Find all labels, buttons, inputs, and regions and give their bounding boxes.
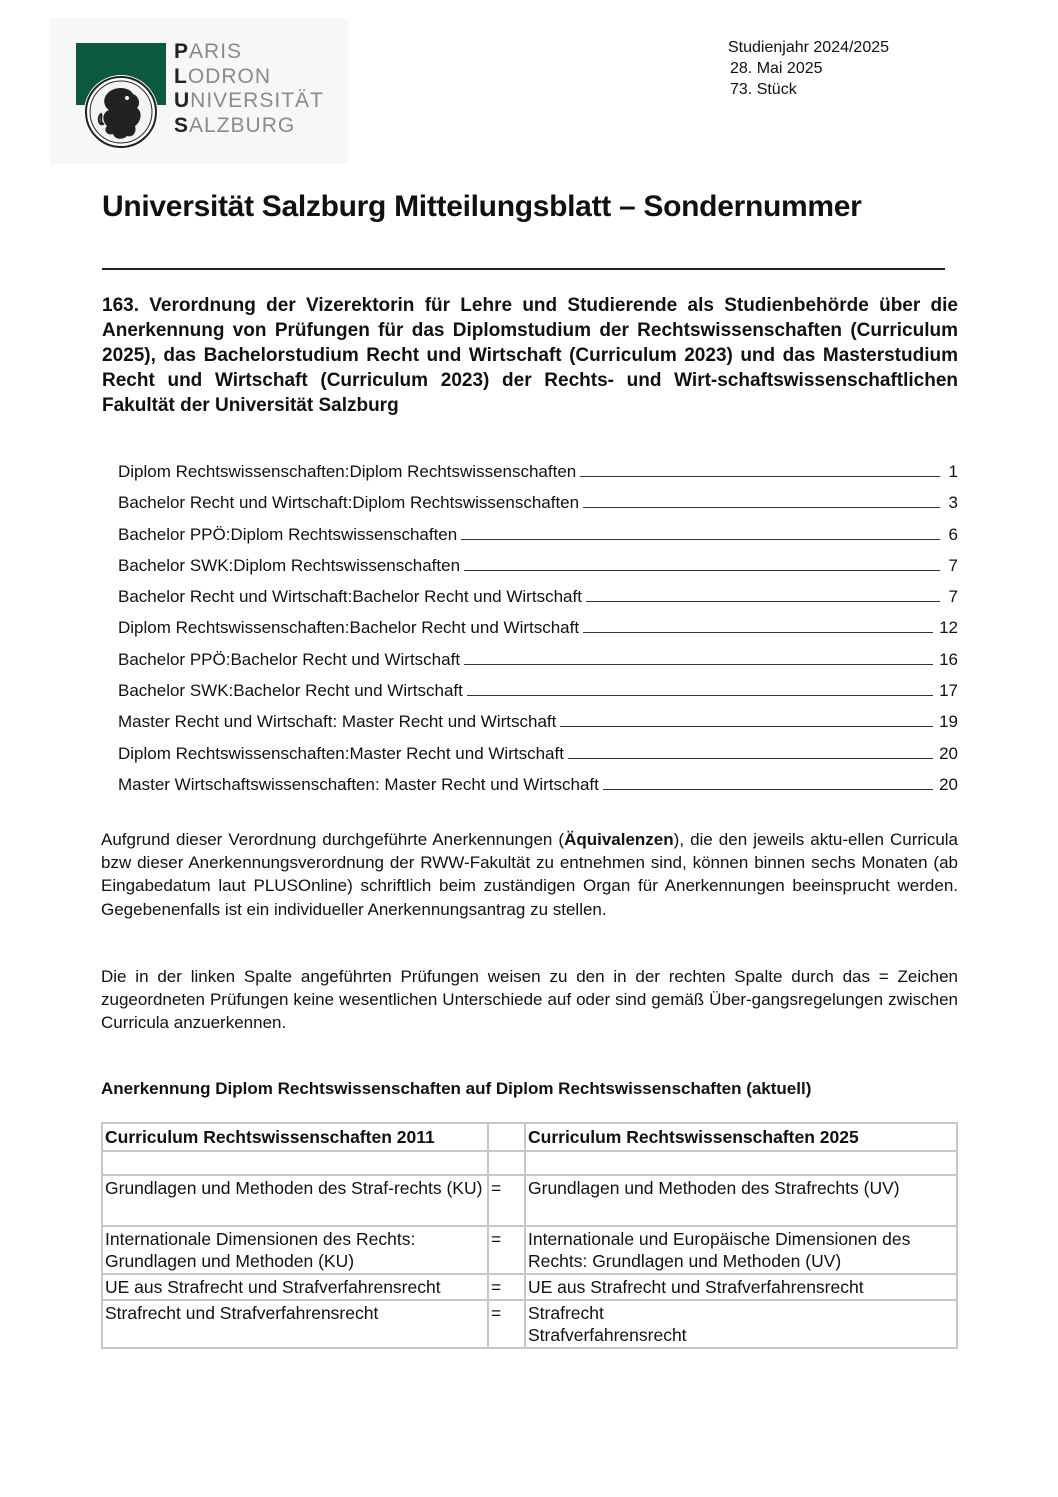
toc-leader [586,587,940,602]
title-divider [102,268,945,270]
toc-entry[interactable]: Master Recht und Wirtschaft: Master Recht und Wirtschaft 19 [118,712,958,732]
objection-paragraph: Aufgrund dieser Verordnung durchgeführte Anerkennungen (Äquivalenzen), die den jeweils aktu-ellen Curricula bzw dieser Anerkennungsverordnung der RWW-Fakultät zu entnehmen sind, können binnen sechs Monaten (ab Eingabedatum laut PLUSOnline) schriftlich beim zuständigen Organ für Anerkennungen beeinsprucht werden. Gegebenenfalls ist ein individueller Anerkennungsantrag zu stellen. [101,830,959,919]
toc-leader [560,712,933,727]
issue-meta [728,37,889,100]
equivalences-term: Äquivalenzen [564,830,674,849]
toc-leader [603,775,933,790]
logo-wordmark: PARIS LODRON UNIVERSITÄT SALZBURG [174,40,324,137]
ordinance-title: 163. Verordnung der Vizerektorin für Lehre und Studierende als Studienbehörde über die Anerkennung von Prüfungen für das Diplomstudium der Rechtswissenschaften (Curriculum 2025), das Bachelorstudium Recht und Wirtschaft (Curriculum 2023) und das Masterstudium Recht und Wirtschaft (Curriculum 2023) der Rechts- und Wirt-schaftswissenschaftlichen Fakultät der Universität Salzburg [102,295,958,416]
toc-entry[interactable]: Bachelor Recht und Wirtschaft:Diplom Rechtswissenschaften 3 [118,493,958,513]
toc-entry[interactable]: Bachelor Recht und Wirtschaft:Bachelor Recht und Wirtschaft 7 [118,587,958,607]
table-row: UE aus Strafrecht und Strafverfahrensrecht = UE aus Strafrecht und Strafverfahrensrecht [102,1274,957,1300]
toc-entry[interactable]: Bachelor SWK:Bachelor Recht und Wirtschaft 17 [118,681,958,701]
table-row: Internationale Dimensionen des Rechts: Grundlagen und Methoden (KU) = Internationale und Europäische Dimensionen des Rechts: Grundlagen und Methoden (UV) [102,1226,957,1274]
toc-leader [464,650,933,665]
table-of-contents [118,462,958,806]
column-header-sign [488,1123,525,1151]
mapping-explanation-paragraph: Die in der linken Spalte angeführten Prüfungen weisen zu den in der rechten Spalte durch das = Zeichen zugeordneten Prüfungen keine wesentlichen Unterschiede auf oder sind gemäß Über-gangsregelungen zwischen Curricula anzuerkennen. [101,967,958,1033]
table-row [102,1151,957,1175]
column-header-2011: Curriculum Rechtswissenschaften 2011 [102,1123,488,1151]
toc-leader [467,681,933,696]
issue-number: 73. Stück [730,81,797,98]
toc-entry[interactable]: Master Wirtschaftswissenschaften: Master Recht und Wirtschaft 20 [118,774,958,794]
academic-year: Studienjahr 2024/2025 [728,39,890,56]
issue-date: 28. Mai 2025 [730,60,823,77]
toc-leader [583,618,933,633]
section-heading: Anerkennung Diplom Rechtswissenschaften auf Diplom Rechtswissenschaften (aktuell) [101,1079,812,1098]
column-header-2025: Curriculum Rechtswissenschaften 2025 [525,1123,957,1151]
toc-entry[interactable]: Bachelor PPÖ:Bachelor Recht und Wirtschaft 16 [118,649,958,669]
toc-leader [568,744,933,759]
equivalence-table [101,1122,958,1349]
toc-entry[interactable]: Diplom Rechtswissenschaften:Bachelor Recht und Wirtschaft 12 [118,618,958,638]
toc-entry[interactable]: Bachelor PPÖ:Diplom Rechtswissenschaften 6 [118,524,958,544]
table-row: Strafrecht und Strafverfahrensrecht = Strafrecht Strafverfahrensrecht [102,1300,957,1348]
page-title: Universität Salzburg Mitteilungsblatt – Sondernummer [102,190,862,223]
toc-entry[interactable]: Diplom Rechtswissenschaften:Master Recht und Wirtschaft 20 [118,743,958,763]
toc-entry[interactable]: Bachelor SWK:Diplom Rechtswissenschaften 7 [118,555,958,575]
toc-leader [461,525,940,540]
toc-entry[interactable]: Diplom Rechtswissenschaften:Diplom Rechtswissenschaften 1 [118,462,958,481]
table-header-row [102,1123,957,1151]
toc-leader [464,556,940,571]
toc-leader [583,493,940,508]
table-row: Grundlagen und Methoden des Straf-rechts (KU) = Grundlagen und Methoden des Strafrechts (UV) [102,1175,957,1226]
toc-leader [580,462,940,477]
lion-seal-icon [83,74,159,150]
